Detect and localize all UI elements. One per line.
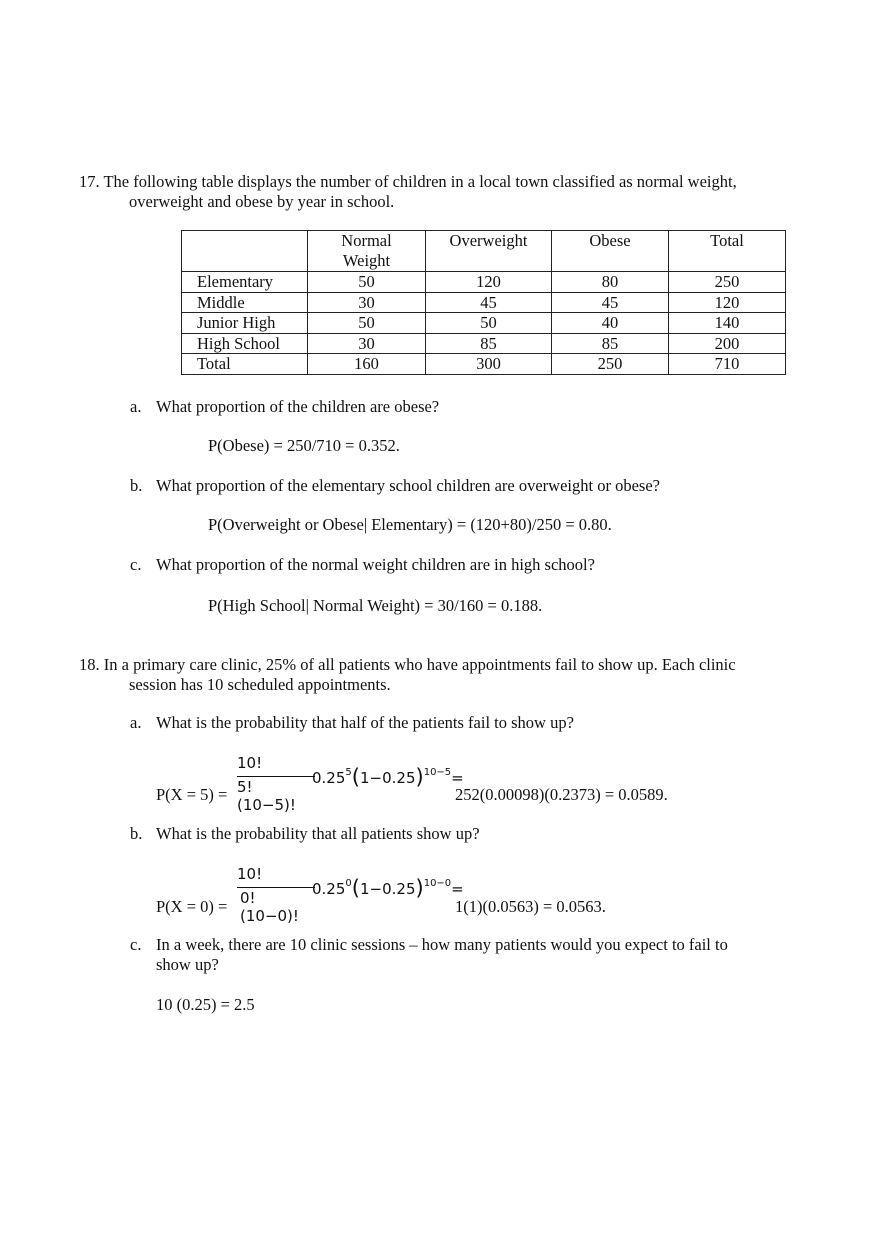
q18a-base: 0.25 [312, 769, 346, 787]
cell: 45 [552, 292, 669, 313]
cell: 80 [552, 272, 669, 293]
cell: 120 [669, 292, 786, 313]
table-row-total [182, 354, 786, 375]
header-overweight: Overweight [426, 231, 552, 272]
q18a-frac-denominator: 5!(10−5)! [237, 778, 296, 814]
q18a-question: What is the probability that half of the patients fail to show up? [156, 713, 574, 732]
q18c-answer: 10 (0.25) = 2.5 [156, 995, 255, 1014]
q18b-power-term [312, 875, 464, 899]
q18b-exp2: 10−0 [423, 878, 452, 889]
table-row [182, 292, 786, 313]
q17a-question: What proportion of the children are obese? [156, 397, 440, 416]
right-paren-glyph: ) [415, 876, 424, 900]
table-row [182, 313, 786, 334]
q18b-frac-numerator: 10! [237, 865, 263, 883]
q18c-label: c. [130, 935, 142, 954]
table-row [182, 333, 786, 354]
cell: 710 [669, 354, 786, 375]
q18b-question: What is the probability that all patients show up? [156, 824, 480, 843]
q18a-lhs: P(X = 5) = [156, 785, 228, 804]
cell: 50 [308, 313, 426, 334]
cell: 120 [426, 272, 552, 293]
q18a-result: 252(0.00098)(0.2373) = 0.0589. [455, 785, 668, 804]
q18c-question-line1: In a week, there are 10 clinic sessions – how many patients would you expect to fail to [156, 935, 728, 954]
row-label: Elementary [182, 272, 308, 293]
left-paren-glyph: ( [351, 876, 360, 900]
q17-stem-line1: 17. The following table displays the number of children in a local town classified as normal weight, [79, 172, 737, 191]
header-obese: Obese [552, 231, 669, 272]
cell: 300 [426, 354, 552, 375]
cell: 200 [669, 333, 786, 354]
q17b-label: b. [130, 476, 143, 495]
row-label: Middle [182, 292, 308, 313]
q17c-question: What proportion of the normal weight children are in high school? [156, 555, 595, 574]
q18b-result: 1(1)(0.0563) = 0.0563. [455, 897, 606, 916]
q18b-complement: 1−0.25 [359, 880, 416, 898]
q18a-label: a. [130, 713, 142, 732]
cell: 140 [669, 313, 786, 334]
header-normal-line2: Weight [342, 250, 391, 270]
table-row [182, 272, 786, 293]
q18b-fraction-bar [237, 887, 315, 888]
cell: 45 [426, 292, 552, 313]
left-paren-glyph: ( [351, 765, 360, 789]
header-total: Total [669, 231, 786, 272]
cell: 30 [308, 292, 426, 313]
q18b-exp1: 0 [345, 878, 352, 889]
q18b-equals: = [451, 880, 464, 898]
q18a-exp2: 10−5 [423, 767, 452, 778]
q18b-label: b. [130, 824, 143, 843]
q17-stem-line2: overweight and obese by year in school. [129, 192, 395, 211]
row-label: Junior High [182, 313, 308, 334]
q17a-label: a. [130, 397, 142, 416]
q17c-label: c. [130, 555, 142, 574]
right-paren-glyph: ) [415, 765, 424, 789]
q17c-answer: P(High School| Normal Weight) = 30/160 = 0.188. [208, 596, 543, 615]
q18a-fraction-bar [237, 776, 315, 777]
header-normal-line1: Normal [341, 231, 392, 250]
header-normal-weight [308, 231, 426, 272]
cell: 50 [426, 313, 552, 334]
q18a-equals: = [451, 769, 464, 787]
q18b-base: 0.25 [312, 880, 346, 898]
cell: 40 [552, 313, 669, 334]
table-header-row [182, 231, 786, 272]
cell: 50 [308, 272, 426, 293]
weight-table [181, 230, 786, 375]
q17b-question: What proportion of the elementary school children are overweight or obese? [156, 476, 660, 495]
cell: 30 [308, 333, 426, 354]
cell: 250 [552, 354, 669, 375]
q18a-frac-numerator: 10! [237, 754, 263, 772]
q18a-complement: 1−0.25 [359, 769, 416, 787]
q17a-answer: P(Obese) = 250/710 = 0.352. [208, 436, 400, 455]
cell: 250 [669, 272, 786, 293]
q18b-frac-denominator: 0!(10−0)! [240, 889, 299, 925]
row-label: High School [182, 333, 308, 354]
q18b-lhs: P(X = 0) = [156, 897, 228, 916]
row-label: Total [182, 354, 308, 375]
q18c-question-line2: show up? [156, 955, 219, 974]
q18-stem-line1: 18. In a primary care clinic, 25% of all patients who have appointments fail to show up. Each clinic [79, 655, 736, 674]
q18a-power-term [312, 764, 464, 788]
cell: 160 [308, 354, 426, 375]
q18-stem-line2: session has 10 scheduled appointments. [129, 675, 391, 694]
q18a-exp1: 5 [345, 767, 352, 778]
header-cell-empty [182, 231, 308, 272]
q17b-answer: P(Overweight or Obese| Elementary) = (120+80)/250 = 0.80. [208, 515, 612, 534]
cell: 85 [552, 333, 669, 354]
cell: 85 [426, 333, 552, 354]
